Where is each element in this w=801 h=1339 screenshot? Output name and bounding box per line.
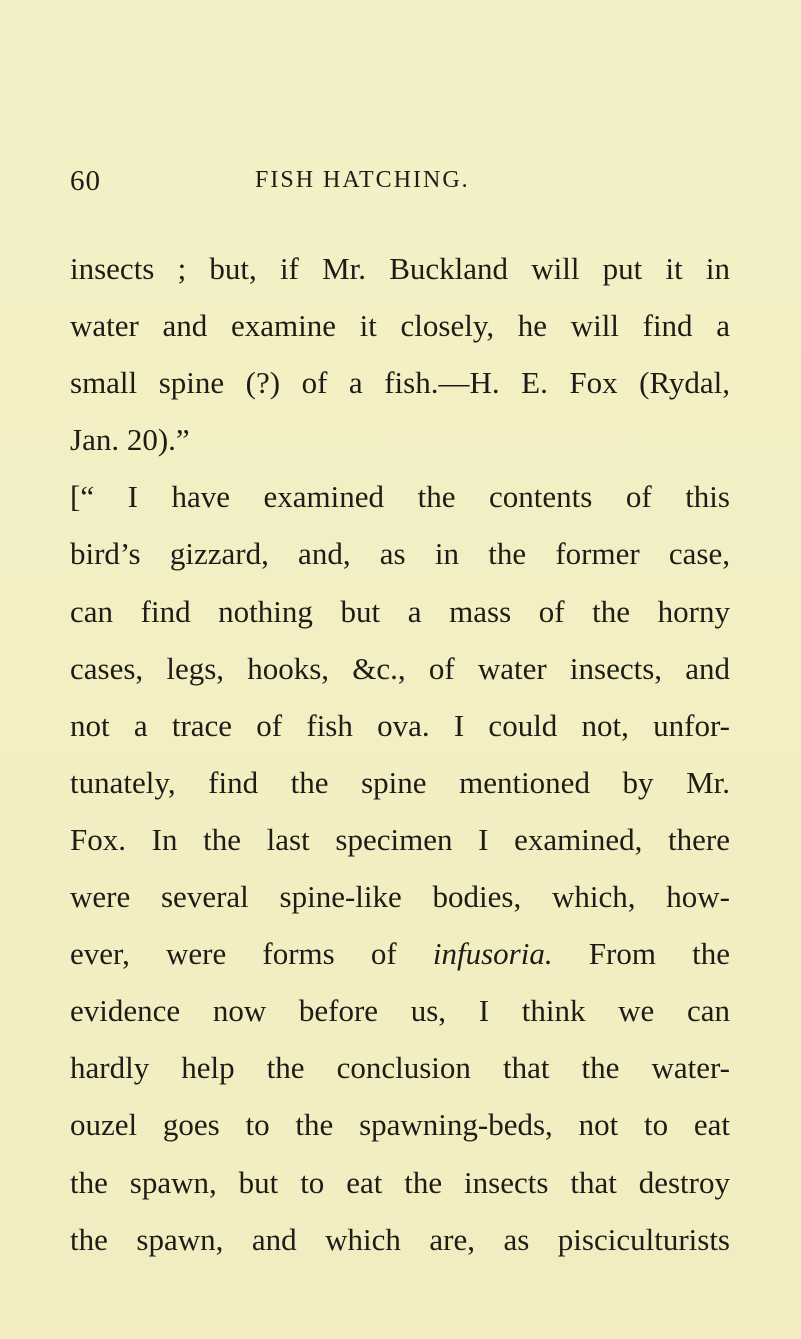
running-head: FISH HATCHING.	[255, 167, 470, 193]
text-line: insects ; but, if Mr. Buckland will put it in	[70, 251, 730, 286]
text-line: hardly help the conclusion that the water-	[70, 1050, 730, 1086]
text-line: the spawn, and which are, as pisciculturists	[70, 1221, 730, 1257]
text-line: small spine (?) of a fish.—H. E. Fox (Rydal,	[70, 365, 730, 401]
text-line: the spawn, but to eat the insects that destroy	[70, 1164, 730, 1200]
italic-term: infusoria.	[432, 936, 553, 972]
page-number: 60	[70, 165, 101, 197]
text-line: can find nothing but a mass of the horny	[70, 593, 730, 629]
text-line: tunately, find the spine mentioned by Mr.	[70, 764, 730, 800]
text-line: were several spine-like bodies, which, how-	[70, 879, 730, 915]
text-line: ouzel goes to the spawning-beds, not to eat	[70, 1107, 730, 1143]
text-line: bird’s gizzard, and, as in the former case,	[70, 536, 730, 572]
text-line: [“ I have examined the contents of this	[70, 479, 730, 515]
text-segment: From the	[552, 936, 730, 972]
text-line: water and examine it closely, he will find a	[70, 308, 730, 344]
text-line: Fox. In the last specimen I examined, there	[70, 821, 730, 857]
text-line-with-italic	[70, 925, 730, 982]
text-line: cases, legs, hooks, &c., of water insects, and	[70, 650, 730, 686]
body-text	[70, 240, 730, 1268]
text-line: evidence now before us, I think we can	[70, 993, 730, 1029]
text-line: not a trace of fish ova. I could not, unfor-	[70, 707, 730, 743]
text-line: Jan. 20).”	[70, 422, 190, 458]
text-segment: ever, were forms of	[70, 936, 433, 972]
page-header	[70, 165, 730, 205]
